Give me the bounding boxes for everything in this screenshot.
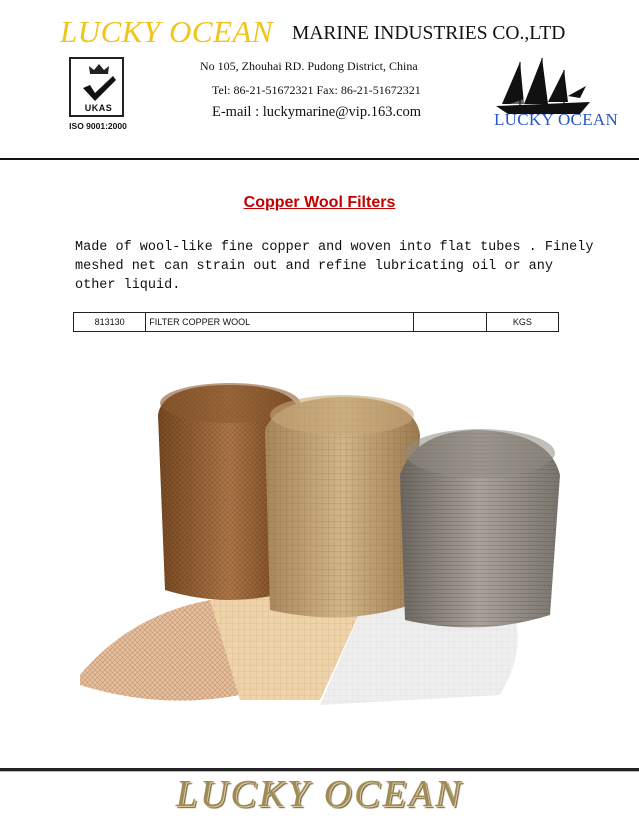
company-name: MARINE INDUSTRIES CO.,LTD [292, 23, 566, 44]
product-description: Made of wool-like fine copper and woven into flat tubes . Finely meshed net can strain out and refine lubricating oil or any other liquid. [75, 240, 594, 293]
product-unit: KGS [486, 313, 558, 332]
page-title [0, 194, 639, 212]
ukas-label: UKAS [84, 103, 113, 113]
page-title-text: Copper Wool Filters [243, 194, 396, 211]
logo-text: LUCKY OCEAN [494, 110, 619, 129]
iso-label: ISO 9001:2000 [69, 121, 127, 131]
company-email: E-mail : luckymarine@vip.163.com [212, 104, 422, 120]
company-address: No 105, Zhouhai RD. Pudong District, China [200, 59, 418, 73]
brand-name: LUCKY OCEAN [60, 14, 274, 49]
footer-brand: LUCKY OCEAN [175, 773, 464, 815]
table-row [74, 313, 559, 332]
product-table [73, 312, 559, 332]
ukas-frame [69, 57, 124, 117]
copper-wool-filter-photo [70, 365, 570, 720]
company-tel-fax: Tel: 86-21-51672321 Fax: 86-21-51672321 [212, 83, 421, 97]
product-name: FILTER COPPER WOOL [146, 313, 414, 332]
product-extra [414, 313, 486, 332]
ukas-check-icon [80, 73, 118, 103]
ukas-certification-mark [66, 57, 130, 135]
product-code: 813130 [74, 313, 146, 332]
header-divider [0, 158, 639, 160]
